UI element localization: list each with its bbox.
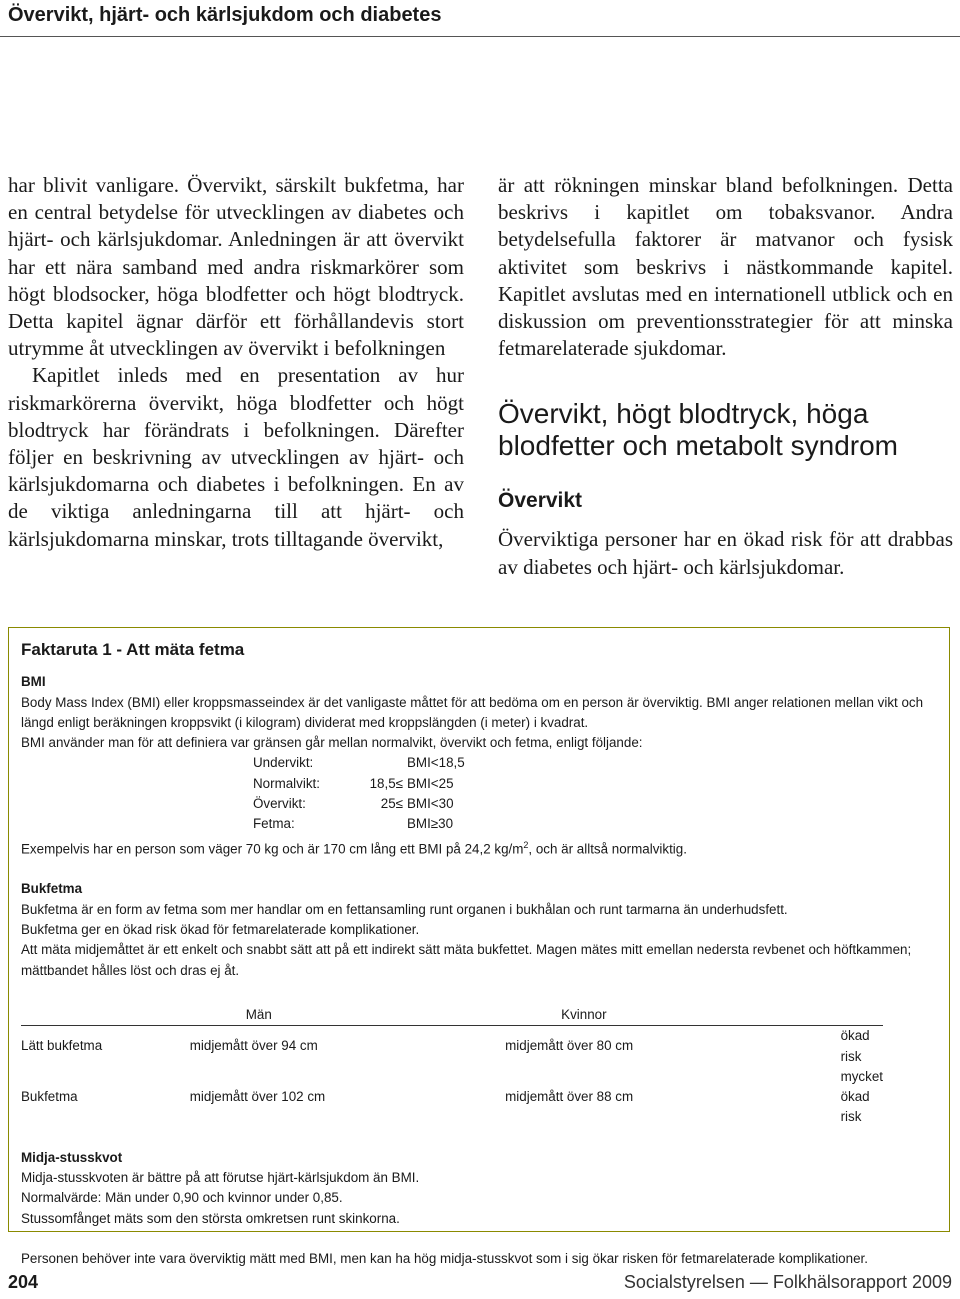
waist-cell-women: midjemått över 88 cm bbox=[505, 1089, 634, 1105]
waist-cell-risk: ökad risk bbox=[840, 1028, 870, 1064]
left-column bbox=[8, 172, 464, 553]
bmi-example-superscript: 2 bbox=[523, 839, 529, 850]
waist-cell-men: midjemått över 102 cm bbox=[189, 1089, 326, 1105]
column-header-men: Män bbox=[190, 1005, 505, 1026]
waist-cell-men: midjemått över 94 cm bbox=[189, 1038, 318, 1054]
bmi-cell-low: 25≤ bbox=[380, 796, 403, 812]
bmi-example bbox=[21, 835, 937, 860]
bukfetma-heading: Bukfetma bbox=[21, 881, 83, 897]
closing-note: Personen behöver inte vara överviktig mätt med BMI, men kan ha hög midja-stusskvot som i sig ökar risken för fetmarelaterade komplikationer. bbox=[21, 1250, 868, 1266]
bmi-example-text-end: , och är alltså normalviktig. bbox=[528, 841, 687, 857]
bmi-table bbox=[253, 753, 467, 834]
bmi-cell-high: BMI<18,5 bbox=[407, 755, 465, 771]
waist-table-header bbox=[21, 1005, 883, 1026]
bmi-cell-high: BMI<30 bbox=[407, 796, 454, 812]
fact-box-title: Faktaruta 1 - Att mäta fetma bbox=[21, 640, 245, 659]
bukfetma-text: Bukfetma är en form av fetma som mer handlar om en fettansamling runt organen i bukhålan och runt tarmarna än underhudsfett. bbox=[21, 901, 788, 917]
bmi-usage: BMI använder man för att definiera var gränsen går mellan normalvikt, övervikt och fetma, enligt följande: bbox=[21, 735, 643, 751]
body-paragraph: är att rökningen minskar bland befolkningen. Detta beskrivs i kapitlet om tobaksvanor. Andra betydelsefulla faktorer är matvanor och fysisk aktivitet som beskrivs i nästkommande kapitel. Kapitlet avslutas med en internationell utblick och en diskussion om preventionsstrategier för att minska fetmarelaterade sjukdomar. bbox=[498, 173, 953, 361]
waist-cell-label: Lätt bukfetma bbox=[21, 1038, 103, 1054]
right-column bbox=[498, 172, 953, 581]
waist-cell-label: Bukfetma bbox=[21, 1089, 78, 1105]
bmi-example-text: Exempelvis har en person som väger 70 kg och är 170 cm lång ett BMI på 24,2 kg/m bbox=[21, 841, 524, 857]
running-header: Övervikt, hjärt- och kärlsjukdom och diabetes bbox=[8, 4, 442, 26]
bmi-cell-label: Normalvikt: bbox=[253, 775, 320, 791]
bmi-cell-label: Övervikt: bbox=[253, 796, 306, 812]
bmi-table-row bbox=[253, 794, 467, 814]
section-heading: Övervikt, högt blodtryck, höga blodfetter och metabolt syndrom bbox=[498, 398, 898, 462]
header-rule bbox=[0, 36, 960, 37]
bukfetma-text: Att mäta midjemåttet är ett enkelt och snabbt sätt att på ett indirekt sätt mäta bukfettet. Magen mätes mitt emellan nedersta revbenet och höftkammen; mättbandet hålles löst och dras ej åt. bbox=[21, 942, 912, 978]
whr-text: Normalvärde: Män under 0,90 och kvinnor under 0,85. bbox=[21, 1190, 343, 1206]
bmi-cell-label: Undervikt: bbox=[253, 755, 314, 771]
bmi-cell-low bbox=[357, 753, 407, 773]
bmi-heading: BMI bbox=[21, 674, 46, 690]
body-paragraph: har blivit vanligare. Övervikt, särskilt bukfetma, har en central betydelse för utvecklingen av diabetes och hjärt- och kärlsjukdomar. Anledningen är att övervikt har ett nära samband med andra riskmarkörer som högt blodsocker, höga blodfetter och högt blodtryck. Detta kapitel ägnar därför ett förhållandevis stort utrymme åt utvecklingen av övervikt i befolkningen bbox=[8, 173, 464, 361]
waist-cell-risk: mycket ökad risk bbox=[840, 1068, 883, 1125]
sub-heading: Övervikt bbox=[498, 489, 583, 513]
waist-table-row bbox=[21, 1026, 883, 1067]
body-paragraph: Överviktiga personer har en ökad risk för att drabbas av diabetes och hjärt- och kärlsjukdomar. bbox=[498, 527, 953, 579]
column-header-women: Kvinnor bbox=[505, 1005, 840, 1026]
bmi-cell-label: Fetma: bbox=[253, 816, 295, 832]
whr-heading: Midja-stusskvot bbox=[21, 1149, 123, 1165]
bmi-table-row bbox=[253, 753, 467, 773]
waist-table-row bbox=[21, 1067, 883, 1128]
waist-table bbox=[21, 1005, 883, 1128]
fact-box bbox=[8, 627, 950, 1266]
whr-text: Midja-stusskvoten är bättre på att förutse hjärt-kärlsjukdom än BMI. bbox=[21, 1170, 420, 1185]
body-paragraph: Kapitlet inleds med en presentation av hur riskmarkörerna övervikt, höga blodfetter och högt blodtryck har förändrats i befolkningen. Därefter följer en beskrivning av utvecklingen av hjärt- och kärlsjukdomarna och diabetes i befolkningen. En av de viktiga anledningarna till att hjärt- och kärlsjukdomarna minskar, trots tilltagande övervikt, bbox=[8, 363, 464, 551]
bmi-cell-high: BMI<25 bbox=[407, 775, 454, 791]
bmi-cell-high: BMI≥30 bbox=[407, 816, 454, 832]
bmi-description: Body Mass Index (BMI) eller kroppsmasseindex är det vanligaste måttet för att bedöma om en person är överviktig. BMI anger relationen mellan vikt och längd enligt beräkningen kroppsvikt (i kilogram) dividerat med kroppslängden (i meter) i kvadrat. bbox=[21, 694, 924, 730]
bmi-table-row bbox=[253, 774, 467, 794]
bmi-table-row bbox=[253, 814, 467, 834]
whr-text: Stussomfånget mäts som den största omkretsen runt skinkorna. bbox=[21, 1210, 400, 1226]
bmi-cell-low: 18,5≤ bbox=[369, 775, 403, 791]
bmi-cell-low bbox=[357, 814, 407, 834]
publication-credit: Socialstyrelsen — Folkhälsorapport 2009 bbox=[623, 1272, 952, 1292]
page-number: 204 bbox=[8, 1272, 39, 1292]
waist-cell-women: midjemått över 80 cm bbox=[505, 1038, 634, 1054]
bukfetma-text: Bukfetma ger en ökad risk ökad för fetmarelaterade komplikationer. bbox=[21, 922, 420, 938]
